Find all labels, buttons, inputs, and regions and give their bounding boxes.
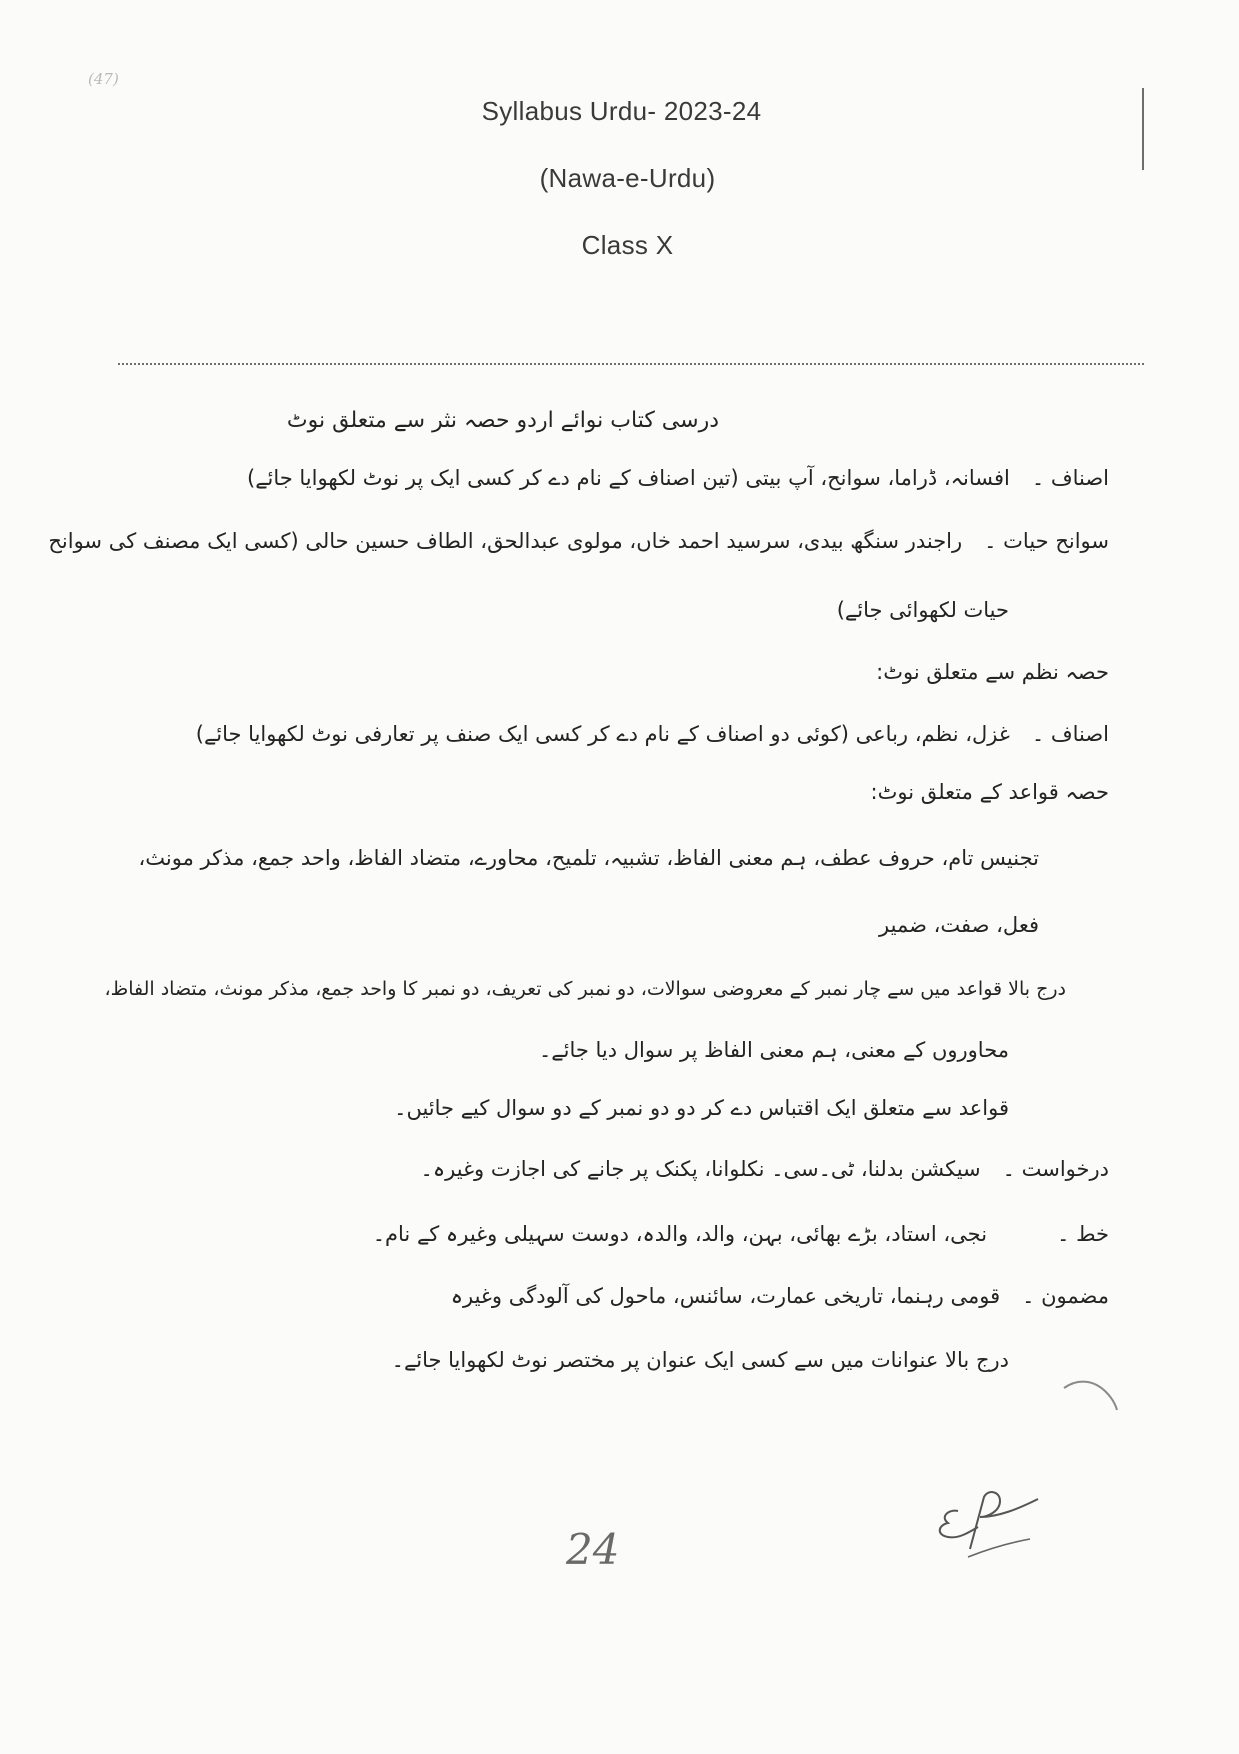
mazmoon-label: مضمون ۔ <box>1022 1284 1109 1308</box>
khat-text: نجی، استاد، بڑے بھائی، بہن، والد، والدہ، دوست سہیلی وغیرہ کے نام۔ <box>372 1222 988 1246</box>
sawanih-line <box>48 529 1109 554</box>
khat-label: خط ۔ <box>1057 1222 1109 1246</box>
nasr-asnaf-label: اصناف ۔ <box>1031 466 1109 490</box>
qawaid-topics-2: فعل، صفت، ضمیر <box>879 913 1039 937</box>
nazm-asnaf-line <box>196 722 1109 747</box>
nazm-asnaf-label: اصناف ۔ <box>1031 722 1109 746</box>
nazm-asnaf-text: غزل، نظم، رباعی (کوئی دو اصناف کے نام دے کر کسی ایک صنف پر تعارفی نوٹ لکھوایا جائے) <box>195 722 1010 746</box>
nasr-asnaf-text: افسانہ، ڈراما، سوانح، آپ بیتی (تین اصناف کے نام دے کر کسی ایک پر نوٹ لکھوایا جائے) <box>247 466 1010 490</box>
darkhwast-label: درخواست ۔ <box>1002 1157 1109 1181</box>
mazmoon-line <box>451 1284 1109 1309</box>
page-title: Syllabus Urdu- 2023-24 <box>481 96 762 126</box>
darkhwast-text: سیکشن بدلنا، ٹی۔سی۔ نکلوانا، پکنک پر جانے کی اجازت وغیرہ۔ <box>420 1157 981 1181</box>
darkhwast-line <box>421 1157 1109 1182</box>
book-subtitle: (Nawa-e-Urdu) <box>539 163 716 193</box>
sawanih-label: سوانح حیات ۔ <box>984 529 1109 553</box>
signature <box>918 1487 1048 1567</box>
qawaid-note-2: محاوروں کے معنی، ہم معنی الفاظ پر سوال دیا جائے۔ <box>539 1038 1009 1062</box>
closing-note: درج بالا عنوانات میں سے کسی ایک عنوان پر مختصر نوٹ لکھوایا جائے۔ <box>391 1348 1009 1372</box>
mazmoon-text: قومی رہنما، تاریخی عمارت، سائنس، ماحول کی آلودگی وغیرہ <box>450 1284 1001 1308</box>
nazm-heading: حصہ نظم سے متعلق نوٹ: <box>876 660 1109 684</box>
nasr-heading: درسی کتاب نوائے اردو حصہ نثر سے متعلق نوٹ <box>286 408 719 433</box>
section-divider <box>118 363 1144 365</box>
qawaid-note-3: قواعد سے متعلق ایک اقتباس دے کر دو دو نمبر کے دو سوال کیے جائیں۔ <box>394 1096 1009 1120</box>
qawaid-topics-1: تجنیس تام، حروف عطف، ہم معنی الفاظ، تشبیہ، تلمیح، محاورے، متضاد الفاظ، واحد جمع، مذکر مونث، <box>138 846 1039 870</box>
class-label: Class X <box>581 230 674 260</box>
page-number: 24 <box>566 1525 620 1574</box>
khat-line <box>373 1222 1109 1247</box>
qawaid-heading: حصہ قواعد کے متعلق نوٹ: <box>870 780 1109 804</box>
nasr-asnaf-line <box>247 466 1109 491</box>
corner-mark: (47) <box>88 70 119 88</box>
margin-stroke-decoration <box>1060 1370 1120 1415</box>
sawanih-continuation: حیات لکھوائی جائے) <box>836 598 1009 622</box>
sawanih-text: راجندر سنگھ بیدی، سرسید احمد خاں، مولوی عبدالحق، الطاف حسین حالی (کسی ایک مصنف کی سوانح <box>48 529 963 553</box>
qawaid-note-1: درج بالا قواعد میں سے چار نمبر کے معروضی سوالات، دو نمبر کی تعریف، دو نمبر کا واحد جمع، مذکر مونث، متضاد الفاظ، <box>104 978 1066 1000</box>
